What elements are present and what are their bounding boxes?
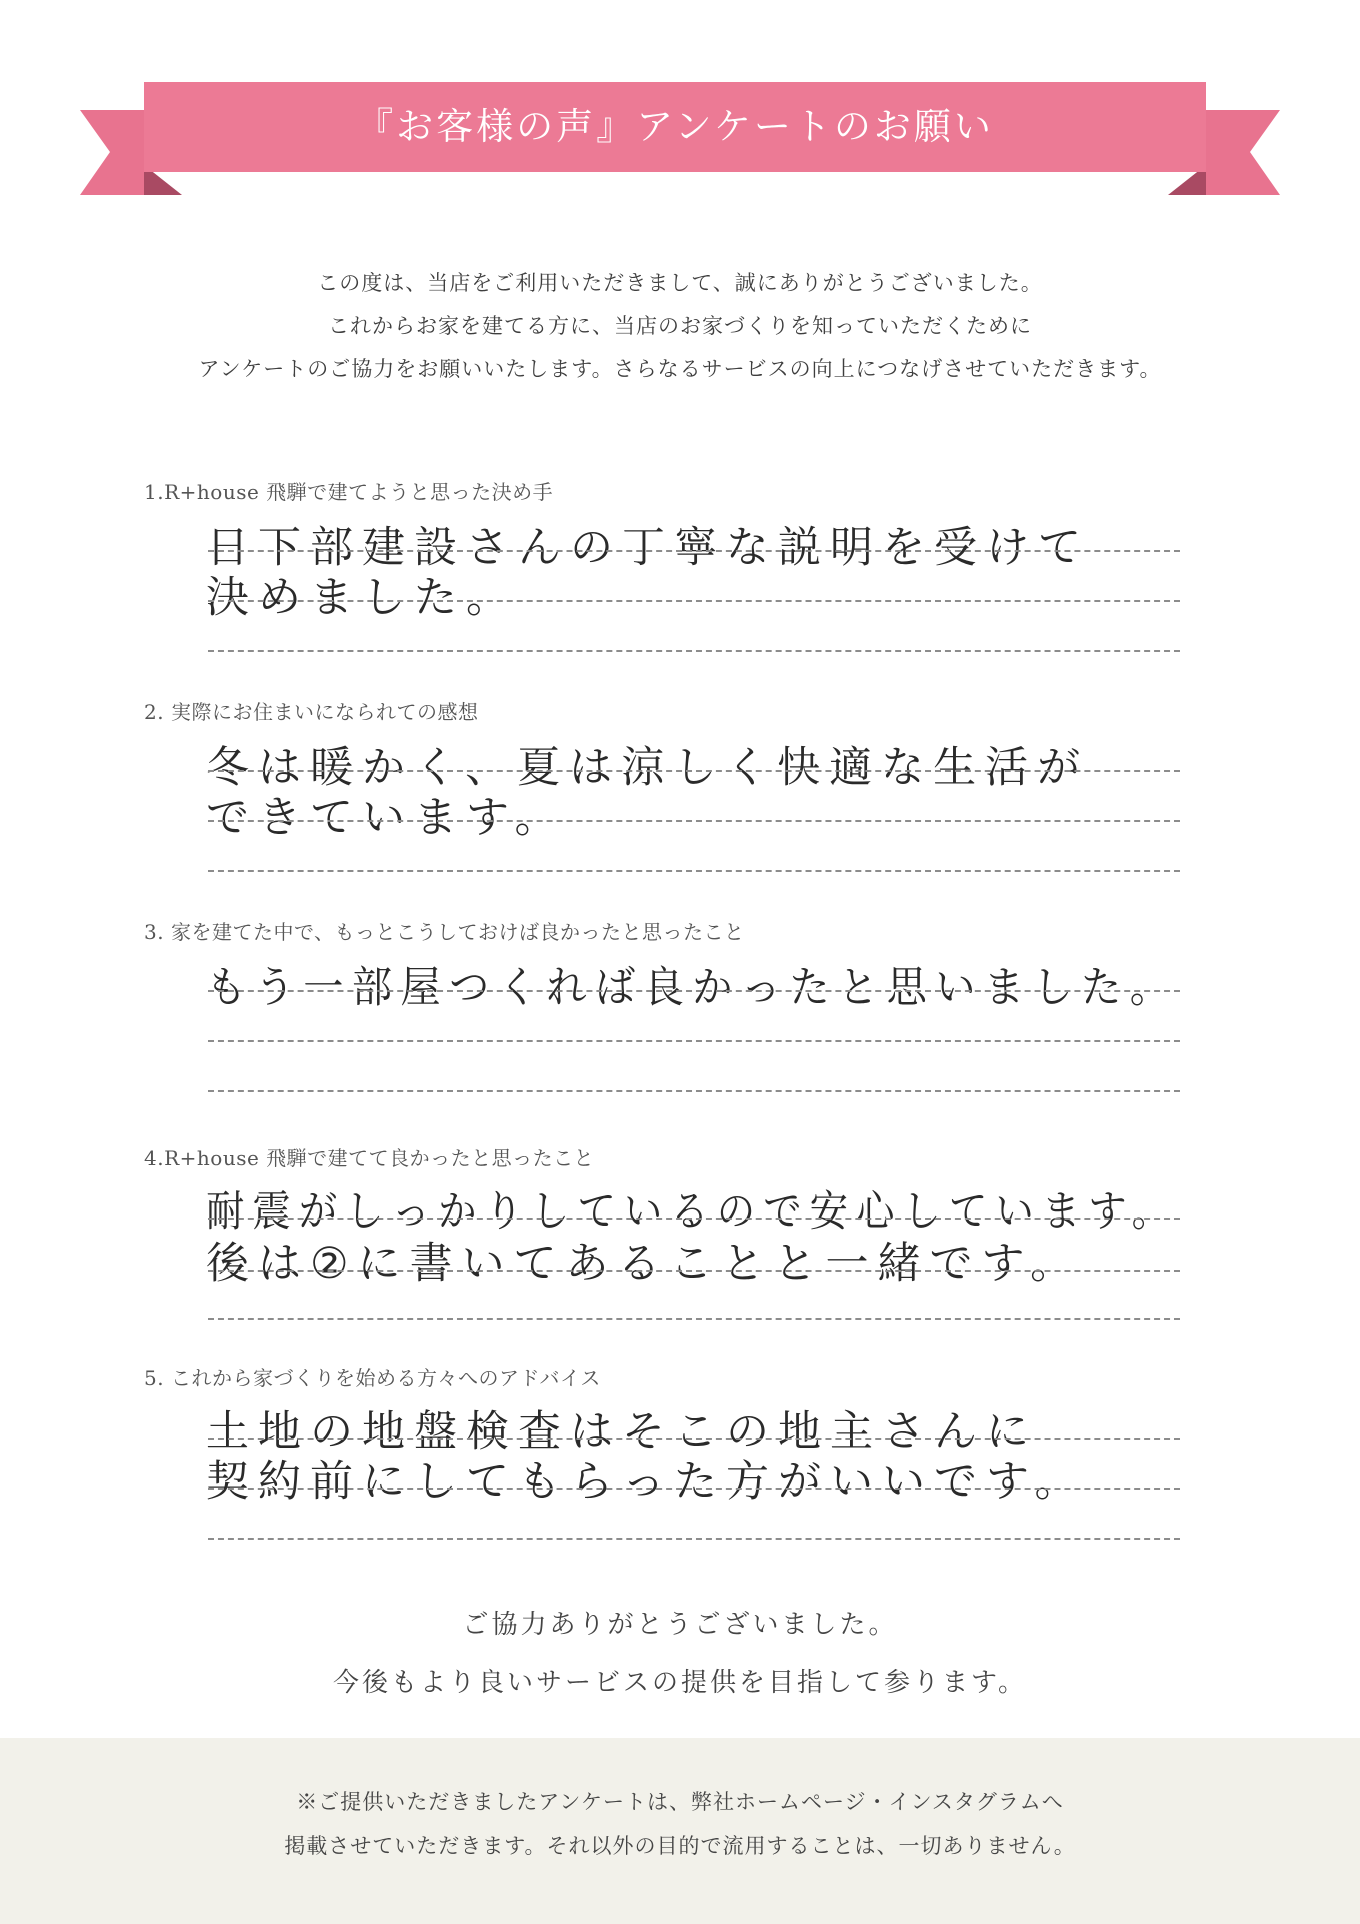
ruled-line (208, 600, 1180, 602)
ruled-line (208, 1488, 1180, 1490)
ruled-line (208, 1090, 1180, 1092)
footer-text (80, 1780, 1280, 1868)
answer-text: できています。 (206, 793, 567, 843)
question-label: 3. 家を建てた中で、もっとこうしておけば良かったと思ったこと (144, 920, 745, 944)
ruled-line (208, 990, 1180, 992)
answer-text: 土地の地盤検査はそこの地主さんに (206, 1407, 1038, 1457)
intro-text (100, 262, 1260, 391)
thanks-line: ご協力ありがとうございました。 (462, 1610, 898, 1640)
answer-text: 決めました。 (206, 573, 518, 623)
footer-notice (0, 1738, 1360, 1924)
page-title: 『お客様の声』アンケートのお願い (356, 105, 994, 148)
answer-text: 日下部建設さんの丁寧な説明を受けて (206, 523, 1090, 573)
ruled-line (208, 1538, 1180, 1540)
question-label: 5. これから家づくりを始める方々へのアドバイス (144, 1366, 601, 1390)
ruled-line (208, 870, 1180, 872)
answer-text: 冬は暖かく、夏は涼しく快適な生活が (206, 743, 1090, 793)
intro-line: この度は、当店をご利用いただきまして、誠にありがとうございました。 (317, 271, 1043, 295)
footer-line: ※ご提供いただきましたアンケートは、弊社ホームページ・インスタグラムへ (296, 1790, 1064, 1814)
intro-line: アンケートのご協力をお願いいたします。さらなるサービスの向上につなげさせていただきます。 (198, 357, 1162, 381)
title-ribbon (0, 0, 1360, 220)
ruled-line (208, 770, 1180, 772)
ruled-line (208, 1270, 1180, 1272)
thanks-line: 今後もより良いサービスの提供を目指して参ります。 (333, 1668, 1027, 1698)
answer-text: 後は②に書いてあることと一緒です。 (206, 1239, 1083, 1289)
question-label: 2. 実際にお住まいになられての感想 (144, 700, 479, 724)
thanks-message (100, 1596, 1260, 1712)
ruled-line (208, 550, 1180, 552)
ruled-line (208, 820, 1180, 822)
ruled-line (208, 1438, 1180, 1440)
question-label: 1.R+house 飛騨で建てようと思った決め手 (144, 480, 554, 504)
answer-text: 契約前にしてもらった方がいいです。 (206, 1457, 1087, 1507)
ruled-line (208, 650, 1180, 652)
intro-line: これからお家を建てる方に、当店のお家づくりを知っていただくために (328, 314, 1032, 338)
question-label: 4.R+house 飛騨で建てて良かったと思ったこと (144, 1146, 595, 1170)
answer-text: 耐震がしっかりしているので安心しています。 (206, 1187, 1179, 1237)
ruled-line (208, 1318, 1180, 1320)
footer-line: 掲載させていただきます。それ以外の目的で流用することは、一切ありません。 (284, 1834, 1076, 1858)
answer-text: もう一部屋つくれば良かったと思いました。 (206, 963, 1179, 1013)
ruled-line (208, 1040, 1180, 1042)
ruled-line (208, 1218, 1180, 1220)
